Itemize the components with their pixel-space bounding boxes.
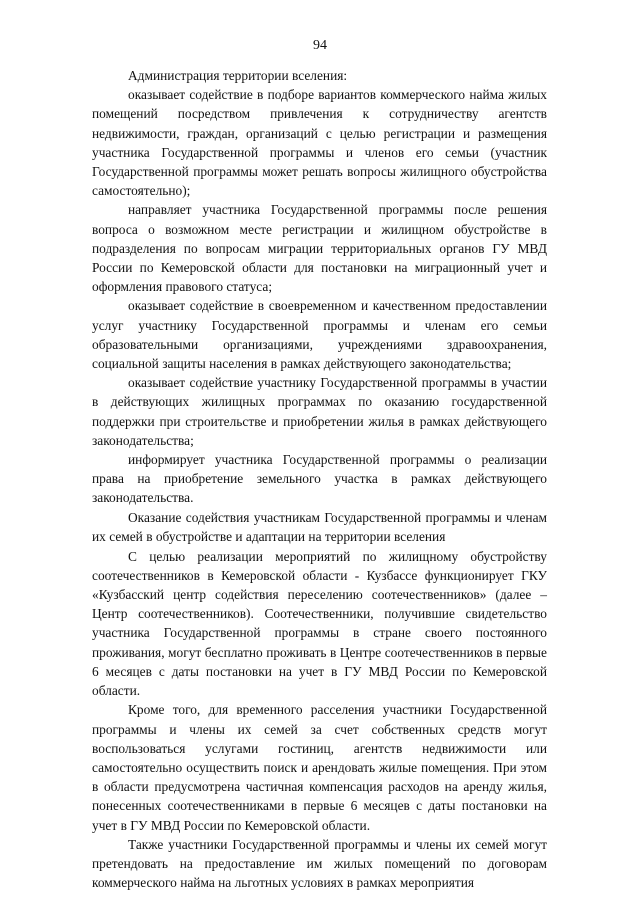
document-body bbox=[92, 66, 547, 892]
paragraph: Также участники Государственной программы и члены их семей могут претендовать на предоставление им жилых помещений по договорам коммерческого найма на льготных условиях в рамках мероприятия bbox=[92, 836, 547, 891]
section-title: Оказание содействия участникам Государственной программы и членам их семей в обустройстве и адаптации на территории вселения bbox=[92, 509, 547, 545]
paragraph: Кроме того, для временного расселения участники Государственной программы и члены их семей за счет собственных средств могут воспользоваться услугами гостиниц, агентств недвижимости или самостоятельно осуществить поиск и арендовать жилые помещения. При этом в области предусмотрена частичная компенсация расходов на аренду жилья, понесенных соотечественниками в первые 6 месяцев с даты постановки на учет в ГУ МВД России по Кемеровской области. bbox=[92, 702, 547, 833]
list-item: оказывает содействие в своевременном и качественном предоставлении услуг участнику Государственной программы и членам его семьи образовательными организациями, учреждениями здравоохранения, социальной защиты населения в рамках действующего законодательства; bbox=[92, 298, 547, 372]
list-item: оказывает содействие участнику Государственной программы в участии в действующих жилищных программах по оказанию государственной поддержки при строительстве и приобретении жилья в рамках действующего законодательства; bbox=[92, 375, 547, 448]
page-number: 94 bbox=[313, 38, 327, 53]
list-item: информирует участника Государственной программы о реализации права на приобретение земельного участка в рамках действующего законодательства. bbox=[92, 452, 547, 506]
paragraph: С целью реализации мероприятий по жилищному обустройству соотечественников в Кемеровской области - Кузбассе функционирует ГКУ «Кузбасский центр содействия переселению соотечественников» (далее – Центр соотечественников). Соотечественники, получившие свидетельство участника Государственной программы в стране своего постоянного проживания, могут бесплатно проживать в Центре соотечественников в первые 6 месяцев с даты постановки на учет в ГУ МВД России по Кемеровской области. bbox=[92, 548, 547, 699]
list-item: направляет участника Государственной программы после решения вопроса о возможном месте регистрации и жилищном обустройстве в подразделения по вопросам миграции территориальных органов ГУ МВД России по Кемеровской области для постановки на миграционный учет и оформления правового статуса; bbox=[92, 202, 547, 295]
list-item: оказывает содействие в подборе вариантов коммерческого найма жилых помещений посредством привлечения к сотрудничеству агентств недвижимости, граждан, организаций с целью регистрации и размещения участника Государственной программы и членов его семьи (участник Государственной программы может решать вопросы жилищного обустройства самостоятельно); bbox=[92, 87, 547, 199]
lead-line: Администрация территории вселения: bbox=[128, 68, 348, 83]
